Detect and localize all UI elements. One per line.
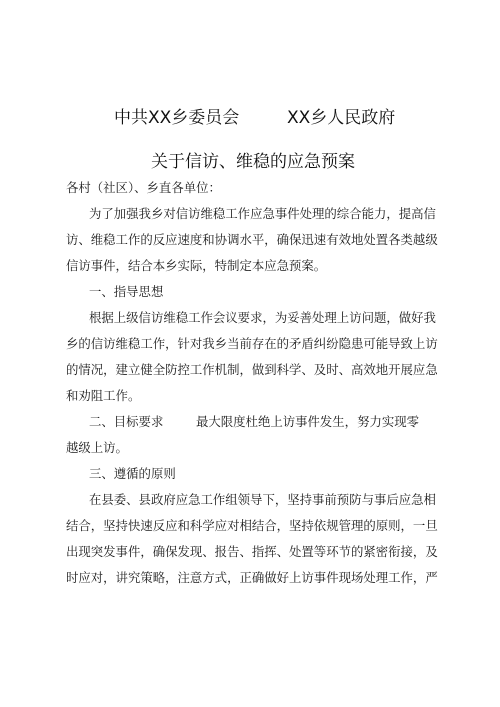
section1-heading: 一、指导思想 [89, 284, 164, 299]
section1-line-1: 根据上级信访维稳工作会议要求，为妥善处理上访问题，做好我 [89, 310, 436, 325]
section3-line-4: 时应对，讲究策略，注意方式，正确做好上访事件现场处理工作，严 [66, 570, 438, 585]
issuer-township-government: XX乡人民政府 [287, 108, 396, 128]
section3-line-3: 出现突发事件，确保发现、报告、指挥、处置等环节的紧密衔接，及 [66, 544, 438, 559]
section3-heading: 三、遵循的原则 [89, 466, 176, 481]
section1-line-4: 和劝阻工作。 [66, 388, 141, 403]
section1-line-2: 乡的信访维稳工作，针对我乡当前存在的矛盾纠纷隐患可能导致上访 [66, 336, 438, 351]
document-title: 关于信访、维稳的应急预案 [151, 152, 355, 172]
section2-line-1: 最大限度杜绝上访事件发生，努力实现零 [196, 414, 420, 429]
section3-line-1: 在县委、县政府应急工作组领导下，坚持事前预防与事后应急相 [89, 492, 436, 507]
section3-line-2: 结合，坚持快速反应和科学应对相结合，坚持依规管理的原则，一旦 [66, 518, 438, 533]
issuer-party-committee: 中共XX乡委员会 [114, 108, 240, 128]
section2-line-2: 越级上访。 [66, 440, 128, 455]
section1-line-3: 的情况，建立健全防控工作机制，做到科学、及时、高效地开展应急 [66, 362, 438, 377]
intro-line-2: 访、维稳工作的反应速度和协调水平，确保迅速有效地处置各类越级 [66, 232, 438, 247]
intro-line-1: 为了加强我乡对信访维稳工作应急事件处理的综合能力，提高信 [89, 206, 436, 221]
intro-line-3: 信访事件，结合本乡实际，特制定本应急预案。 [66, 258, 327, 273]
salutation: 各村（社区）、乡直各单位： [66, 180, 221, 195]
section2-heading: 二、目标要求 [89, 414, 164, 429]
